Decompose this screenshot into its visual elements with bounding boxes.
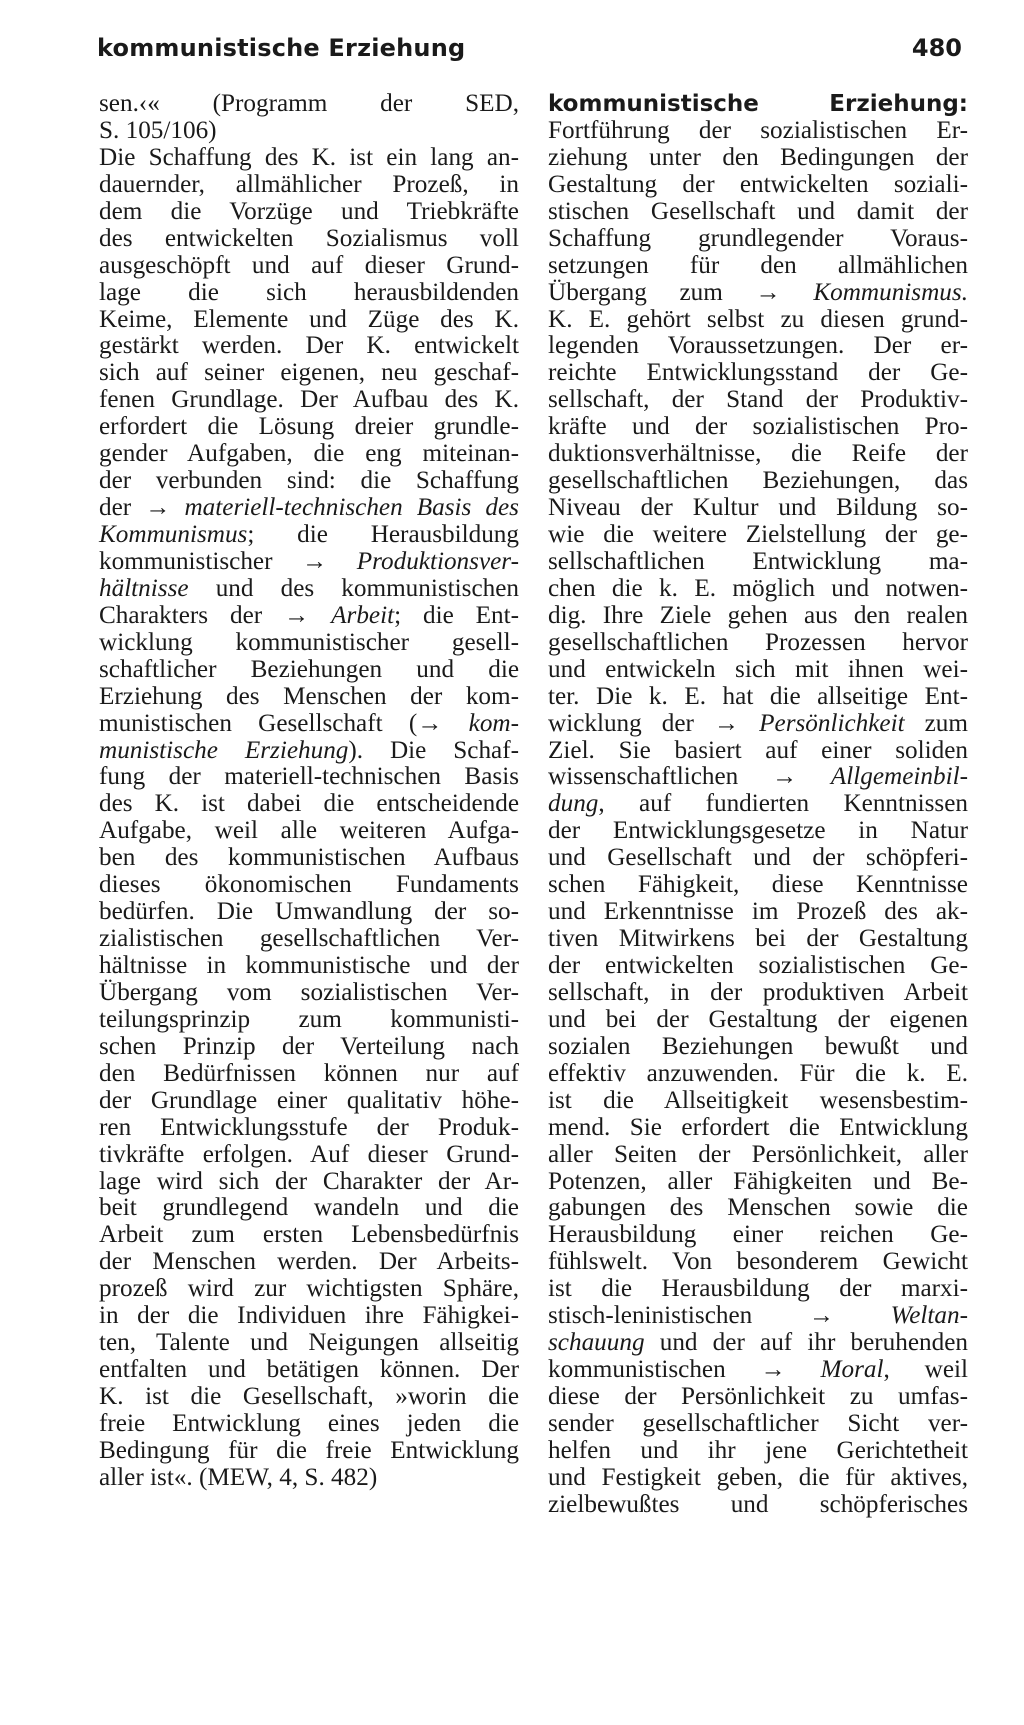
- text-segment: gabungen des Menschen sowie die: [548, 1194, 968, 1222]
- text-line: [548, 791, 968, 818]
- text-line: [548, 307, 968, 334]
- text-segment: der Menschen werden. Der Arbeits-: [99, 1248, 519, 1276]
- text-segment: entfalten und betätigen können. Der: [99, 1356, 519, 1384]
- text-line: [548, 684, 968, 711]
- text-line: [548, 1034, 968, 1061]
- text-segment: hältnisse in kommunistische und der: [99, 952, 519, 979]
- text-line: [99, 307, 519, 334]
- text-segment: ziehung unter den Bedingungen der: [548, 143, 968, 171]
- text-segment: wie die weitere Zielstellung der ge-: [548, 521, 968, 548]
- running-head: kommunistische Erziehung: [97, 34, 466, 62]
- cross-reference: Weltan-: [890, 1302, 968, 1330]
- text-segment: der Entwicklungsgesetze in Natur: [548, 817, 968, 845]
- text-line: [99, 118, 519, 145]
- text-line: [99, 818, 519, 845]
- text-segment: Niveau der Kultur und Bildung so-: [548, 494, 968, 522]
- text-segment: gender Aufgaben, die eng miteinan-: [99, 440, 519, 468]
- text-segment: kräfte und der sozialistischen Pro-: [548, 413, 968, 441]
- text-segment: fenen Grundlage. Der Aufbau des K.: [99, 386, 519, 414]
- text-line: [99, 1249, 519, 1276]
- text-segment: setzungen für den allmählichen: [548, 251, 968, 279]
- text-segment: Bedingung für die freie Entwicklung: [99, 1436, 519, 1464]
- text-line: [99, 872, 519, 899]
- text-segment: kommunistischen →: [548, 1356, 821, 1384]
- text-line: [548, 226, 968, 253]
- text-line: [548, 333, 968, 360]
- text-segment: und des kommunistischen: [188, 574, 519, 602]
- text-segment: freie Entwicklung eines jeden die: [99, 1409, 519, 1437]
- text-line: [548, 1330, 968, 1357]
- text-segment: der verbunden sind: die Schaffung: [99, 467, 519, 495]
- text-line: [99, 468, 519, 495]
- text-segment: ren Entwicklungsstufe der Produk-: [99, 1113, 519, 1141]
- text-line: [548, 576, 968, 603]
- text-line: [548, 1115, 968, 1142]
- text-segment: sender gesellschaftlicher Sicht ver-: [548, 1409, 968, 1437]
- text-segment: ; die Ent-: [394, 601, 520, 629]
- text-segment: duktionsverhältnisse, die Reife der: [548, 440, 968, 468]
- text-segment: und der auf ihr beruhenden: [644, 1329, 968, 1357]
- text-line: [99, 172, 519, 199]
- text-line: [548, 387, 968, 414]
- text-segment: Arbeit zum ersten Lebensbedürfnis: [99, 1221, 519, 1249]
- text-segment: teilungsprinzip zum kommunisti-: [99, 1005, 519, 1033]
- cross-reference: munistische Erziehung: [99, 736, 349, 764]
- cross-reference: schauung: [548, 1329, 645, 1357]
- text-segment: sellschaft, der Stand der Produktiv-: [548, 386, 968, 414]
- text-segment: der Grundlage einer qualitativ höhe-: [99, 1086, 519, 1114]
- text-line: [548, 926, 968, 953]
- text-line: [548, 980, 968, 1007]
- text-segment: schen Prinzip der Verteilung nach: [99, 1032, 519, 1060]
- text-segment: Ziel. Sie basiert auf einer soliden: [548, 736, 968, 764]
- text-segment: der →: [99, 494, 185, 522]
- text-segment: Keime, Elemente und Züge des K.: [99, 305, 519, 333]
- text-line: [99, 1330, 519, 1357]
- text-segment: Übergang vom sozialistischen Ver-: [99, 978, 519, 1006]
- text-line: [99, 1303, 519, 1330]
- text-line: [548, 549, 968, 576]
- text-line: [99, 549, 519, 576]
- text-line: [548, 630, 968, 657]
- text-line: [548, 1088, 968, 1115]
- text-line: [99, 145, 519, 172]
- cross-reference: materiell-technischen Basis des: [184, 494, 519, 522]
- text-line: [548, 522, 968, 549]
- text-segment: ist die Herausbildung der marxi-: [548, 1275, 968, 1303]
- cross-reference: Moral: [820, 1356, 884, 1384]
- text-line: [548, 280, 968, 307]
- right-column: [548, 91, 968, 1519]
- left-column: [99, 91, 519, 1492]
- text-segment: Aufgabe, weil alle weiteren Aufga-: [99, 817, 519, 845]
- text-line: [548, 360, 968, 387]
- cross-reference: Allgemeinbil-: [830, 763, 968, 791]
- text-line: [99, 953, 519, 980]
- text-line: [548, 1492, 968, 1519]
- text-line: [99, 1411, 519, 1438]
- text-line: [99, 441, 519, 468]
- text-segment: und Erkenntnisse im Prozeß des ak-: [548, 898, 968, 926]
- text-line: [99, 738, 519, 765]
- text-line: [99, 926, 519, 953]
- text-line: [99, 1007, 519, 1034]
- text-segment: sich auf seiner eigenen, neu geschaf-: [99, 359, 519, 387]
- text-segment: Gestaltung der entwickelten soziali-: [548, 170, 968, 198]
- text-segment: ausgeschöpft und auf dieser Grund-: [99, 251, 519, 279]
- text-segment: diese der Persönlichkeit zu umfas-: [548, 1383, 968, 1410]
- text-segment: schaftlicher Beziehungen und die: [99, 655, 519, 683]
- text-segment: ten, Talente und Neigungen allseitig: [99, 1329, 519, 1357]
- text-line: [99, 1357, 519, 1384]
- text-line: [548, 91, 968, 118]
- text-segment: tivkräfte erfolgen. Auf dieser Grund-: [99, 1140, 519, 1168]
- cross-reference: dung: [548, 790, 599, 818]
- text-segment: effektiv anzuwenden. Für die k. E.: [548, 1059, 968, 1087]
- text-segment: prozeß wird zur wichtigsten Sphäre,: [99, 1275, 519, 1303]
- text-line: [99, 1195, 519, 1222]
- text-line: [548, 1061, 968, 1088]
- text-line: [548, 495, 968, 522]
- text-segment: kommunistischer →: [99, 547, 357, 575]
- text-line: [548, 1142, 968, 1169]
- text-segment: den Bedürfnissen können nur auf: [99, 1059, 519, 1087]
- text-segment: Herausbildung einer reichen Ge-: [548, 1221, 968, 1249]
- text-line: [548, 441, 968, 468]
- text-segment: und entwickeln sich mit ihnen wei-: [548, 655, 968, 683]
- text-line: [99, 280, 519, 307]
- text-segment: bedürfen. Die Umwandlung der so-: [99, 898, 519, 926]
- text-segment: erfordert die Lösung dreier grundle-: [99, 413, 519, 441]
- cross-reference: Kommunismus.: [813, 278, 968, 306]
- text-segment: fung der materiell-technischen Basis: [99, 763, 519, 791]
- text-line: [99, 899, 519, 926]
- text-line: [99, 1384, 519, 1411]
- text-line: [548, 818, 968, 845]
- cross-reference: kom-: [468, 709, 519, 737]
- text-line: [99, 226, 519, 253]
- text-line: [548, 738, 968, 765]
- text-line: [99, 1465, 519, 1492]
- text-segment: aller ist«. (MEW, 4, S. 482): [99, 1463, 378, 1491]
- text-line: [548, 1411, 968, 1438]
- text-segment: Fortführung der sozialistischen Er-: [548, 116, 968, 144]
- text-line: [548, 1276, 968, 1303]
- text-segment: lage wird sich der Charakter der Ar-: [99, 1167, 519, 1195]
- text-segment: sozialen Beziehungen bewußt und: [548, 1032, 968, 1060]
- cross-reference: Persönlichkeit: [759, 709, 905, 737]
- text-line: [99, 980, 519, 1007]
- text-segment: sellschaft, in der produktiven Arbeit: [548, 978, 968, 1006]
- text-line: [548, 872, 968, 899]
- text-line: [99, 414, 519, 441]
- text-line: [548, 1195, 968, 1222]
- text-line: [99, 1034, 519, 1061]
- text-line: [99, 1276, 519, 1303]
- page-header: [97, 34, 962, 74]
- text-segment: dauernder, allmählicher Prozeß, in: [99, 170, 519, 198]
- text-segment: gesellschaftlichen Beziehungen, das: [548, 467, 968, 495]
- text-segment: ter. Die k. E. hat die allseitige Ent-: [548, 682, 968, 710]
- text-segment: Charakters der →: [99, 601, 332, 629]
- text-segment: chen die k. E. möglich und notwen-: [548, 574, 968, 602]
- text-line: [99, 684, 519, 711]
- text-line: [99, 603, 519, 630]
- text-segment: Übergang zum →: [548, 278, 814, 306]
- text-segment: dieses ökonomischen Fundaments: [99, 871, 519, 899]
- text-line: [99, 1169, 519, 1196]
- text-line: [99, 253, 519, 280]
- text-segment: Erziehung des Menschen der kom-: [99, 682, 519, 710]
- entry-headword: kommunistische Erziehung:: [548, 91, 968, 117]
- text-line: [548, 468, 968, 495]
- text-line: [99, 630, 519, 657]
- text-segment: zialistischen gesellschaftlichen Ver-: [99, 925, 519, 953]
- text-segment: Die Schaffung des K. ist ein lang an-: [99, 143, 519, 171]
- text-line: [548, 1169, 968, 1196]
- text-line: [99, 522, 519, 549]
- text-line: [548, 953, 968, 980]
- text-segment: gestärkt werden. Der K. entwickelt: [99, 332, 519, 360]
- text-segment: lage die sich herausbildenden: [99, 278, 519, 306]
- text-line: [99, 657, 519, 684]
- text-line: [99, 199, 519, 226]
- text-segment: zum: [904, 709, 968, 737]
- text-line: [548, 1438, 968, 1465]
- text-line: [548, 118, 968, 145]
- text-line: [548, 711, 968, 738]
- text-segment: K. ist die Gesellschaft, »worin die: [99, 1383, 519, 1410]
- text-segment: schen Fähigkeit, diese Kenntnisse: [548, 871, 968, 899]
- text-segment: ). Die Schaf-: [348, 736, 519, 764]
- cross-reference: Kommunismus: [99, 521, 248, 548]
- text-segment: zielbewußtes und schöpferisches: [548, 1490, 968, 1518]
- text-line: [548, 657, 968, 684]
- text-line: [548, 1222, 968, 1249]
- text-line: [548, 1465, 968, 1492]
- text-line: [99, 764, 519, 791]
- cross-reference: hältnisse: [99, 574, 189, 602]
- text-line: [99, 1142, 519, 1169]
- text-line: [99, 333, 519, 360]
- text-line: [548, 1249, 968, 1276]
- text-line: [99, 791, 519, 818]
- text-segment: sen.‹« (Programm der SED,: [99, 90, 519, 117]
- text-line: [99, 387, 519, 414]
- text-segment: S. 105/106): [99, 116, 217, 144]
- text-segment: munistischen Gesellschaft (→: [99, 709, 469, 737]
- cross-reference: Arbeit: [331, 601, 395, 629]
- text-line: [548, 253, 968, 280]
- text-segment: ist die Allseitigkeit wesensbestim-: [548, 1086, 968, 1114]
- text-line: [548, 1007, 968, 1034]
- text-segment: beit grundlegend wandeln und die: [99, 1194, 519, 1222]
- text-line: [548, 845, 968, 872]
- text-line: [548, 414, 968, 441]
- text-line: [99, 845, 519, 872]
- text-segment: Potenzen, aller Fähigkeiten und Be-: [548, 1167, 968, 1195]
- text-segment: mend. Sie erfordert die Entwicklung: [548, 1113, 968, 1141]
- text-segment: stischen Gesellschaft und damit der: [548, 197, 968, 225]
- text-segment: , weil: [883, 1356, 969, 1384]
- text-line: [99, 1115, 519, 1142]
- text-segment: fühlswelt. Von besonderem Gewicht: [548, 1248, 968, 1276]
- text-line: [548, 764, 968, 791]
- text-line: [548, 172, 968, 199]
- text-segment: ben des kommunistischen Aufbaus: [99, 844, 519, 872]
- text-segment: stisch-leninistischen →: [548, 1302, 891, 1330]
- text-line: [99, 1438, 519, 1465]
- text-segment: wissenschaftlichen →: [548, 763, 831, 791]
- text-line: [548, 899, 968, 926]
- text-segment: der entwickelten sozialistischen Ge-: [548, 952, 968, 979]
- cross-reference: Produktionsver-: [356, 547, 519, 575]
- text-segment: in der die Individuen ihre Fähigkei-: [99, 1302, 519, 1330]
- text-segment: legenden Voraussetzungen. Der er-: [548, 332, 968, 360]
- text-line: [99, 1088, 519, 1115]
- page-number: 480: [911, 34, 962, 62]
- text-line: [99, 1222, 519, 1249]
- text-line: [99, 360, 519, 387]
- text-segment: und Gesellschaft und der schöpferi-: [548, 844, 968, 872]
- text-segment: Schaffung grundlegender Voraus-: [548, 224, 968, 252]
- text-segment: dem die Vorzüge und Triebkräfte: [99, 197, 519, 225]
- text-line: [548, 1357, 968, 1384]
- text-line: [99, 1061, 519, 1088]
- text-segment: und Festigkeit geben, die für aktives,: [548, 1463, 968, 1491]
- text-segment: aller Seiten der Persönlichkeit, aller: [548, 1140, 968, 1168]
- text-line: [548, 1303, 968, 1330]
- text-line: [99, 711, 519, 738]
- text-line: [548, 145, 968, 172]
- text-line: [99, 495, 519, 522]
- text-segment: reichte Entwicklungsstand der Ge-: [548, 359, 968, 387]
- text-line: [548, 1384, 968, 1411]
- text-line: [548, 199, 968, 226]
- text-segment: ; die Herausbildung: [247, 521, 519, 548]
- text-segment: tiven Mitwirkens bei der Gestaltung: [548, 925, 968, 953]
- text-segment: K. E. gehört selbst zu diesen grund-: [548, 305, 968, 333]
- text-segment: sellschaftlichen Entwicklung ma-: [548, 547, 968, 575]
- text-line: [548, 603, 968, 630]
- text-segment: gesellschaftlichen Prozessen hervor: [548, 628, 968, 656]
- text-segment: wicklung der →: [548, 709, 760, 737]
- text-segment: , auf fundierten Kenntnissen: [598, 790, 968, 818]
- text-segment: des entwickelten Sozialismus voll: [99, 224, 519, 252]
- text-line: [99, 91, 519, 118]
- text-segment: wicklung kommunistischer gesell-: [99, 628, 519, 656]
- text-segment: des K. ist dabei die entscheidende: [99, 790, 519, 818]
- text-segment: helfen und ihr jene Gerichtetheit: [548, 1436, 968, 1464]
- text-line: [99, 576, 519, 603]
- text-segment: und bei der Gestaltung der eigenen: [548, 1005, 968, 1033]
- text-segment: dig. Ihre Ziele gehen aus den realen: [548, 601, 968, 629]
